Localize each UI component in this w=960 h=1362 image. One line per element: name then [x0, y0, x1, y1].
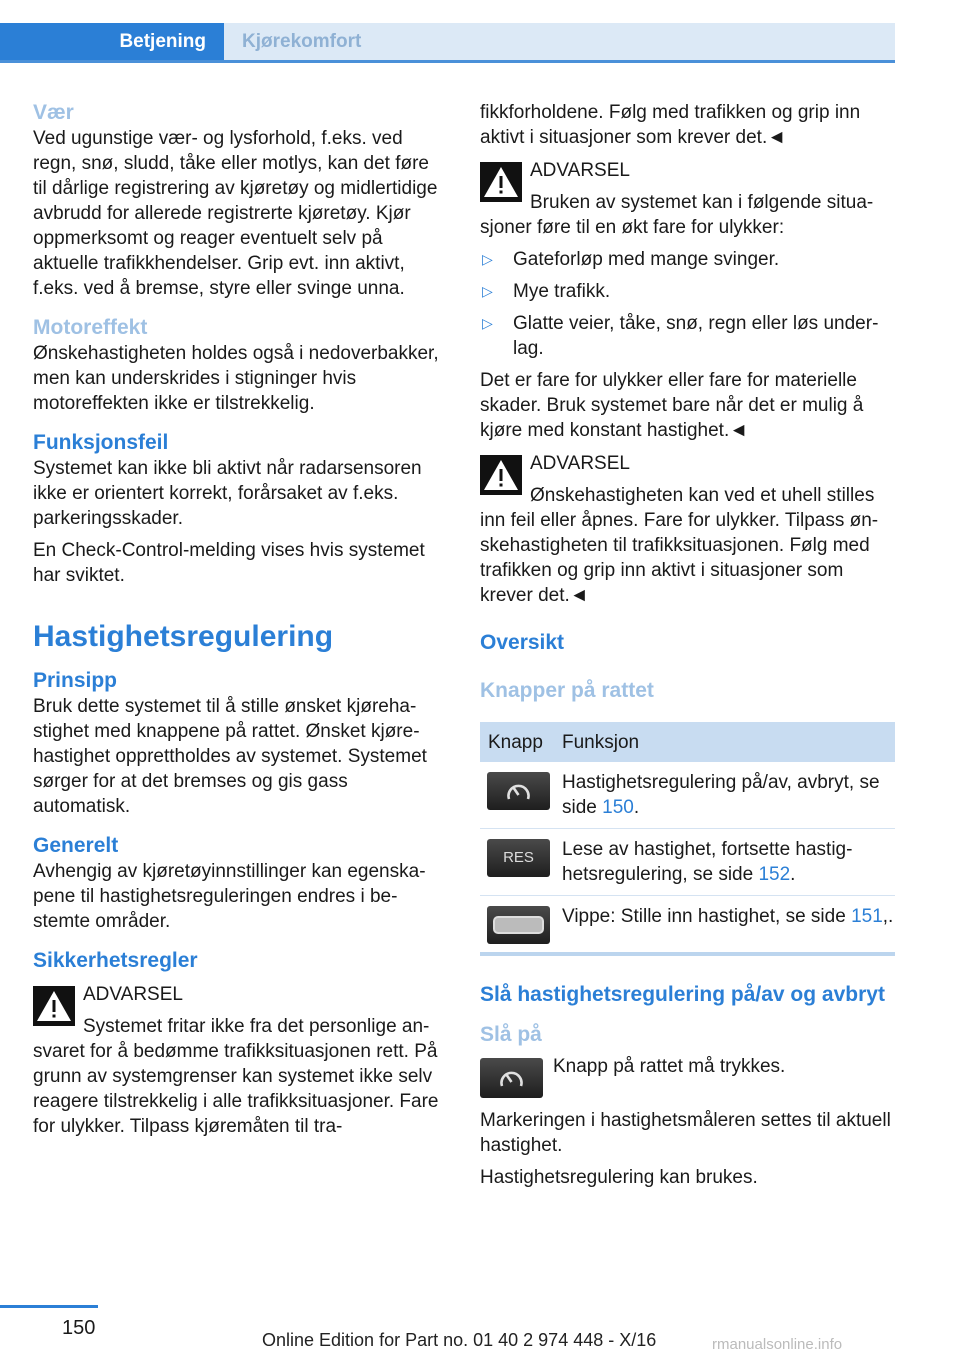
column-header-knapp: Knapp [480, 722, 562, 762]
right-column [480, 100, 895, 1197]
buttons-table [480, 722, 895, 956]
paragraph-generelt: Avhengig av kjøretøyinnstillinger kan egenskapene til hastighetsreguleringen endres i bestemte områder. [33, 861, 426, 932]
triangle-bullet-icon: ▷ [482, 283, 493, 299]
triangle-bullet-icon: ▷ [482, 251, 493, 267]
speedometer-icon [480, 1058, 543, 1098]
warning-title: ADVARSEL [530, 453, 630, 474]
warning-title: ADVARSEL [83, 984, 183, 1005]
table-row: Vippe: Stille inn hastighet, se side 151,. [480, 896, 895, 955]
paragraph-funksjonsfeil-2: En Check-Control-melding vises hvis systemet har sviktet. [33, 540, 425, 586]
list-item: ▷ Glatte veier, tåke, snø, regn eller løs underlag. [482, 313, 879, 359]
warning-block-2 [480, 451, 895, 608]
speedometer-icon [487, 772, 550, 810]
sla-pa-block [480, 1054, 895, 1102]
warning-text: Bruken av systemet kan i følgende situasjoner føre til en økt fare for ulykker: [480, 192, 874, 238]
heading-sla-pa-av: Slå hastighetsregulering på/av og avbryt [480, 983, 885, 1006]
heading-motoreffekt: Motoreffekt [33, 316, 148, 339]
heading-knapper: Knapper på rattet [480, 679, 654, 702]
heading-sikkerhetsregler: Sikkerhetsregler [33, 949, 198, 972]
section-title-hastighetsregulering: Hastighetsregulering [33, 620, 334, 653]
heading-prinsipp: Prinsipp [33, 669, 118, 692]
header-tabbar [0, 23, 895, 63]
cruise-control-button-icon [487, 772, 550, 810]
footer-rule [0, 1305, 98, 1308]
list-item: ▷ Mye trafikk. [482, 281, 611, 302]
page-number: 150 [62, 1317, 96, 1339]
tab-kjorekomfort[interactable]: Kjørekomfort [224, 23, 895, 60]
paragraph-kan-brukes: Hastighetsregulering kan brukes. [480, 1167, 758, 1188]
page-link-152[interactable]: 152 [758, 864, 791, 885]
heading-funksjonsfeil: Funksjonsfeil [33, 431, 169, 454]
table-header-row [480, 722, 895, 762]
warning-icon [480, 162, 522, 202]
page-link-150[interactable]: 150 [602, 797, 634, 818]
paragraph-continued: fikkforholdene. Følg med trafikken og grip inn aktivt i situasjoner som krever det.◄ [480, 102, 861, 148]
list-item: ▷ Gateforløp med mange svinger. [482, 249, 780, 270]
paragraph-markering: Markeringen i hastighetsmåleren settes til aktuell hastighet. [480, 1110, 891, 1156]
heading-vaer: Vær [33, 101, 74, 124]
paragraph-prinsipp: Bruk dette systemet til å stille ønsket kjørehastighet med knappene på rattet. Ønsket kjørehastighet opprettholdes av systemet. Systemet sørger for at det bremses og gis gass automatisk. [33, 696, 427, 817]
watermark-text: rmanualsonline.info [712, 1336, 843, 1353]
warning-text: Systemet fritar ikke fra det personlige ansvaret for å bedømme trafikksituasjonen rett. På grunn av systemgrenser kan systemet ikke selv reagere tilstrekkelig i alle trafikksituasjoner. Fare for ulykker. Tilpass kjøremåten til tra- [33, 1016, 439, 1137]
heading-sla-pa: Slå på [480, 1023, 542, 1046]
left-column [33, 100, 447, 1146]
rocker-switch-icon [487, 906, 550, 944]
heading-oversikt: Oversikt [480, 631, 565, 654]
tab-betjening[interactable]: Betjening [0, 23, 224, 60]
heading-generelt: Generelt [33, 834, 119, 857]
online-edition-text: Online Edition for Part no. 01 40 2 974 448 - X/16 [262, 1330, 657, 1350]
warning-text: Ønskehastigheten kan ved et uhell stilles inn feil eller åpnes. Fare for ulykker. Tilpass ønskehastigheten til trafikksituasjonen. Følg med trafikken og grip inn aktivt i situasjoner som krever det.◄ [480, 485, 879, 606]
triangle-bullet-icon: ▷ [482, 315, 493, 331]
paragraph-after-bullets: Det er fare for ulykker eller fare for materielle skader. Bruk systemet bare når det er mulig å kjøre med konstant hastighet.◄ [480, 370, 864, 441]
bullet-list [480, 247, 895, 361]
cruise-control-button-icon [480, 1058, 543, 1098]
paragraph-funksjonsfeil-1: Systemet kan ikke bli aktivt når radarsensoren ikke er orientert korrekt, forårsaket av f.eks. parkeringsskader. [33, 458, 422, 529]
warning-block [33, 982, 447, 1139]
warning-title: ADVARSEL [530, 160, 630, 181]
warning-icon [33, 986, 75, 1026]
page-link-151[interactable]: 151 [851, 906, 883, 927]
res-button-icon: RES [487, 839, 550, 877]
paragraph-vaer: Ved ugunstige vær- og lysforhold, f.eks. ved regn, snø, sludd, tåke eller motlys, kan det føre til dårlige registrering av kjøretøy og midlertidige avbrudd for allerede registrerte kjøretøy. Kjør oppmerksomt og reager eventuelt selv på aktuelle trafikkhendelser. Grip evt. inn aktivt, f.eks. ved å bremse, styre eller svinge unna. [33, 128, 438, 299]
paragraph-motoreffekt: Ønskehastigheten holdes også i nedoverbakker, men kan underskrides i stigninger hvis motoreffekten ikke er tilstrekkelig. [33, 343, 439, 414]
column-header-funksjon: Funksjon [562, 722, 895, 762]
table-row: Hastighetsregulering på/av, avbryt, se side 150. [480, 762, 895, 829]
warning-block-1 [480, 158, 895, 240]
warning-icon [480, 455, 522, 495]
table-row: RES Lese av hastighet, fortsette hastighetsregulering, se side 152. [480, 829, 895, 896]
sla-pa-text: Knapp på rattet må trykkes. [553, 1056, 786, 1077]
